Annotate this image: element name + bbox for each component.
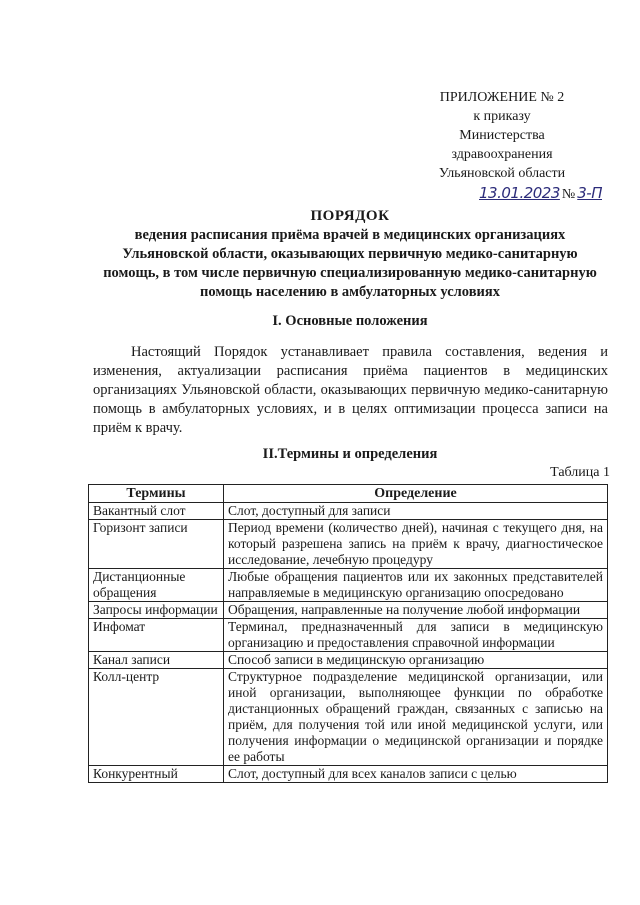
terms-table — [88, 484, 608, 783]
table-row — [89, 520, 608, 569]
term-cell: Канал записи — [89, 652, 224, 669]
table-row — [89, 619, 608, 652]
title-main: ПОРЯДОК — [310, 208, 390, 224]
table-label: Таблица 1 — [550, 465, 610, 480]
section-2-heading: II.Термины и определения — [262, 446, 438, 462]
appendix-title: ПРИЛОЖЕНИЕ № 2 — [439, 90, 565, 105]
term-cell: Горизонт записи — [89, 520, 224, 569]
title-line-4: помощь населению в амбулаторных условиях — [200, 284, 500, 300]
appendix-region: Ульяновской области — [438, 166, 566, 181]
appendix-block — [402, 88, 602, 204]
definition-cell: Способ записи в медицинскую организацию — [224, 652, 608, 669]
term-cell: Дистанционные обращения — [89, 569, 224, 602]
table-row — [89, 602, 608, 619]
table-header-row — [89, 485, 608, 503]
definition-cell: Терминал, предназначенный для записи в медицинскую организацию и предоставления справочной информации — [224, 619, 608, 652]
document-title — [80, 207, 620, 302]
handwritten-number: 3-П — [577, 184, 602, 202]
order-date-number — [402, 184, 602, 204]
definition-cell: Любые обращения пациентов или их законных представителей направляемые в медицинскую организацию опосредовано — [224, 569, 608, 602]
term-cell: Запросы информации — [89, 602, 224, 619]
table-row — [89, 766, 608, 783]
term-cell: Колл-центр — [89, 669, 224, 766]
definition-cell: Слот, доступный для записи — [224, 503, 608, 520]
title-line-2: Ульяновской области, оказывающих первичную медико-санитарную — [122, 246, 578, 262]
column-header-terms: Термины — [89, 485, 224, 503]
number-label: № — [561, 187, 576, 202]
section-1-heading: I. Основные положения — [272, 313, 428, 329]
term-cell: Инфомат — [89, 619, 224, 652]
handwritten-date: 13.01.2023 — [479, 184, 560, 202]
title-line-3: помощь, в том числе первичную специализированную медико-санитарную — [103, 265, 597, 281]
term-cell: Конкурентный — [89, 766, 224, 783]
title-line-1: ведения расписания приёма врачей в медицинских организациях — [134, 227, 566, 243]
section-1-paragraph: Настоящий Порядок устанавливает правила составления, ведения и изменения, актуализации расписания приёма пациентов в медицинских организациях Ульяновской области, оказывающих первичную медико-санитарную помощь в амбулаторных условиях, и в целях оптимизации процесса записи на приём к врачу. — [93, 344, 608, 436]
table-row — [89, 569, 608, 602]
appendix-ministry: Министерства — [459, 128, 545, 143]
definition-cell: Структурное подразделение медицинской организации, или иной организации, выполняющее функции по обработке дистанционных обращений граждан, связанных с записью на приём, для получения той или иной медицинской услуги, или получения информации о медицинской организации и порядке ее работы — [224, 669, 608, 766]
definition-cell: Слот, доступный для всех каналов записи с целью — [224, 766, 608, 783]
appendix-to-order: к приказу — [473, 109, 531, 124]
appendix-health: здравоохранения — [451, 147, 553, 162]
term-cell: Вакантный слот — [89, 503, 224, 520]
definition-cell: Обращения, направленные на получение любой информации — [224, 602, 608, 619]
table-row — [89, 503, 608, 520]
definition-cell: Период времени (количество дней), начиная с текущего дня, на который разрешена запись на приём к врачу, диагностическое исследование, лечебную процедуру — [224, 520, 608, 569]
table-row — [89, 669, 608, 766]
table-row — [89, 652, 608, 669]
column-header-definition: Определение — [224, 485, 608, 503]
